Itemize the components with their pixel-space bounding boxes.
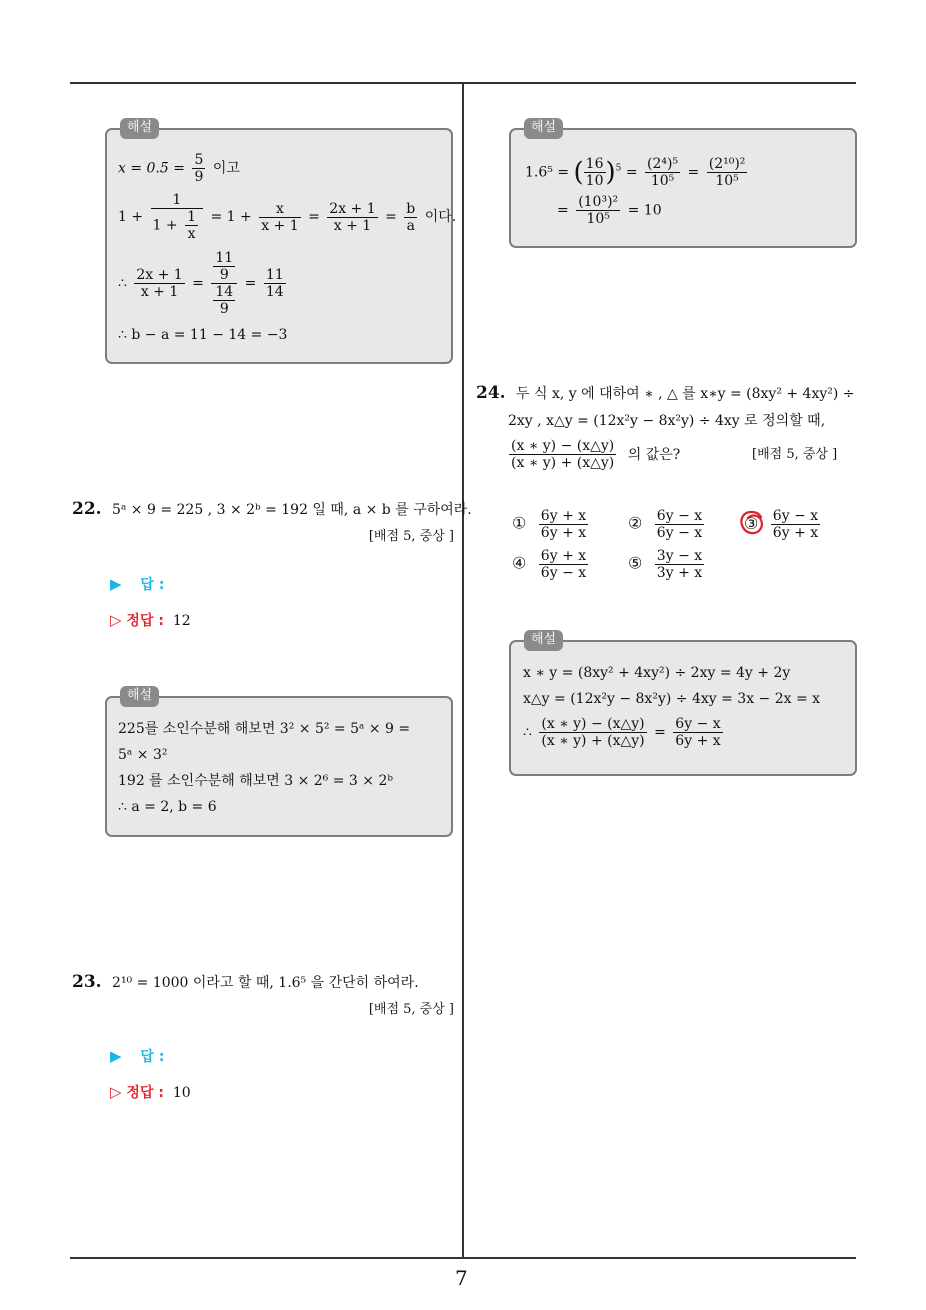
option-marker: ③ xyxy=(744,515,758,534)
solution-line-2: 1 + 1 1 + $\frac{1}{x}$ = 1 + $\frac{x}{x + 1}$ = $\frac{2x + 1}{x + 1}$ = $\frac{b}{a}$ 이다. xyxy=(118,192,457,242)
question-text-line-2: 2xy , x△y = (12x²y − 8x²y) ÷ 4xy 로 정의할 때, xyxy=(508,413,826,429)
option-3[interactable] xyxy=(744,508,823,541)
question-24 xyxy=(476,384,855,403)
correct-row-23: ▷ 정답 : 10 xyxy=(110,1083,191,1101)
question-number: 23. xyxy=(72,972,102,992)
solution-box-21 xyxy=(105,120,457,364)
page-number: 7 xyxy=(455,1266,468,1290)
fraction: $\frac{5}{9}$ xyxy=(194,152,204,185)
fraction: $\frac{16}{10}$ xyxy=(585,156,604,189)
solution-line-1: x ∗ y = (8xy² + 4xy²) ÷ 2xy = 4y + 2y xyxy=(523,665,791,681)
solution-box-22 xyxy=(105,688,453,837)
question-22 xyxy=(72,500,472,519)
option-fraction: $\frac{6y + x}{6y - x}$ xyxy=(540,548,587,581)
fraction: $\frac{2x + 1}{x + 1}$ xyxy=(136,267,183,300)
fraction: $\frac{6y - x}{6y + x}$ xyxy=(675,716,721,749)
option-fraction: $\frac{6y - x}{6y + x}$ xyxy=(772,508,819,541)
question-text: 2¹⁰ = 1000 이라고 할 때, 1.6⁵ 을 간단히 하여라. xyxy=(112,975,419,991)
fraction: $\frac{\text{(2¹⁰)²}}{\text{10⁵}}$ xyxy=(708,156,746,189)
option-4[interactable] xyxy=(512,548,591,581)
answer-row-23[interactable]: ▶ 답 : xyxy=(110,1047,165,1065)
correct-arrow-icon: ▷ xyxy=(110,611,122,629)
solution-line-1: 1.6⁵ = ( $\frac{16}{10}$ )$^5$ = $\frac{\text{(2⁴)⁵}}{\text{10⁵}}$ = $\frac{\text{(2¹⁰)²}}{\text{10⁵}}$ xyxy=(525,156,746,189)
question-23 xyxy=(72,973,419,992)
solution-box-24 xyxy=(509,632,857,776)
solution-tag: 해설 xyxy=(120,118,159,139)
option-2[interactable] xyxy=(628,508,707,541)
solution-line-1: 225를 소인수분해 해보면 3² × 5² = 5ᵃ × 9 = xyxy=(118,721,411,737)
fraction: $\frac{(x ∗ y) - (x\triangle y)}{(x ∗ y) + (x\triangle y)}$ xyxy=(541,716,645,749)
fraction: $\frac{b}{a}$ xyxy=(406,200,416,234)
column-divider xyxy=(462,83,464,1258)
answer-row-22[interactable]: ▶ 답 : xyxy=(110,575,165,593)
solution-line-3: 192 를 소인수분해 해보면 3 × 2⁶ = 3 × 2ᵇ xyxy=(118,773,393,789)
correct-row-22: ▷ 정답 : 12 xyxy=(110,611,191,629)
fraction: $\frac{2x + 1}{x + 1}$ xyxy=(329,200,376,234)
solution-line-1: x = 0.5̇ = $\frac{5}{9}$ 이고 xyxy=(118,152,240,185)
question-number: 24. xyxy=(476,383,506,403)
fraction: $\frac{x}{x + 1}$ xyxy=(261,200,299,234)
fraction: $\frac{\text{(2⁴)⁵}}{\text{10⁵}}$ xyxy=(647,156,679,189)
fraction: $\frac{(x ∗ y) - (x\triangle y)}{(x ∗ y) + (x\triangle y)}$ xyxy=(511,438,615,471)
option-marker: ⑤ xyxy=(628,553,643,573)
difficulty-24: [배점 5, 중상 ] xyxy=(752,447,838,462)
solution-tag: 해설 xyxy=(524,118,563,139)
difficulty-22: [배점 5, 중상 ] xyxy=(368,529,454,544)
option-marker: ④ xyxy=(512,553,527,573)
difficulty-23: [배점 5, 중상 ] xyxy=(368,1002,454,1017)
question-number: 22. xyxy=(72,499,102,519)
solution-line-2: 5ᵃ × 3² xyxy=(118,747,168,763)
option-marker: ① xyxy=(512,513,527,533)
option-fraction: $\frac{6y + x}{6y + x}$ xyxy=(540,508,587,541)
option-fraction: $\frac{6y - x}{6y - x}$ xyxy=(656,508,703,541)
solution-line-4: ∴ b − a = 11 − 14 = −3 xyxy=(118,327,288,343)
solution-tag: 해설 xyxy=(524,630,563,651)
solution-line-4: ∴ a = 2, b = 6 xyxy=(118,799,217,815)
nested-fraction: $\frac{\frac{11}{9}}{\frac{14}{9}}$ xyxy=(211,250,237,317)
fraction: $\frac{11}{14}$ xyxy=(265,267,284,300)
solution-line-3: ∴ $\frac{2x + 1}{x + 1}$ = $\frac{\frac{11}{9}}{\frac{14}{9}}$ = $\frac{11}{14}$ xyxy=(118,250,284,317)
continued-fraction: 1 1 + $\frac{1}{x}$ xyxy=(151,192,203,242)
option-fraction: $\frac{3y - x}{3y + x}$ xyxy=(656,548,703,581)
option-1[interactable] xyxy=(512,508,591,541)
question-text-line-1: 두 식 x, y 에 대하여 ∗ , △ 를 x∗y = (8xy² + 4xy²) ÷ xyxy=(516,386,855,402)
solution-line-3: ∴ $\frac{(x ∗ y) - (x\triangle y)}{(x ∗ y) + (x\triangle y)}$ = $\frac{6y - x}{6y + x}$ xyxy=(523,716,721,749)
option-marker: ② xyxy=(628,513,643,533)
question-text: 5ᵃ × 9 = 225 , 3 × 2ᵇ = 192 일 때, a × b 를 구하여라. xyxy=(112,502,472,518)
bottom-rule xyxy=(70,1257,856,1259)
answer-arrow-icon: ▶ xyxy=(110,1047,122,1065)
correct-arrow-icon: ▷ xyxy=(110,1083,122,1101)
solution-line-2: x△y = (12x²y − 8x²y) ÷ 4xy = 3x − 2x = x xyxy=(523,691,821,707)
solution-box-23 xyxy=(509,120,857,248)
answer-arrow-icon: ▶ xyxy=(110,575,122,593)
solution-tag: 해설 xyxy=(120,686,159,707)
option-5[interactable] xyxy=(628,548,707,581)
solution-line-2: = $\frac{\text{(10³)²}}{\text{10⁵}}$ = 10 xyxy=(557,194,662,227)
question-text-line-3: $\frac{(x ∗ y) - (x\triangle y)}{(x ∗ y) + (x\triangle y)}$ 의 값은? xyxy=(511,438,681,471)
fraction: $\frac{\text{(10³)²}}{\text{10⁵}}$ xyxy=(578,194,619,227)
